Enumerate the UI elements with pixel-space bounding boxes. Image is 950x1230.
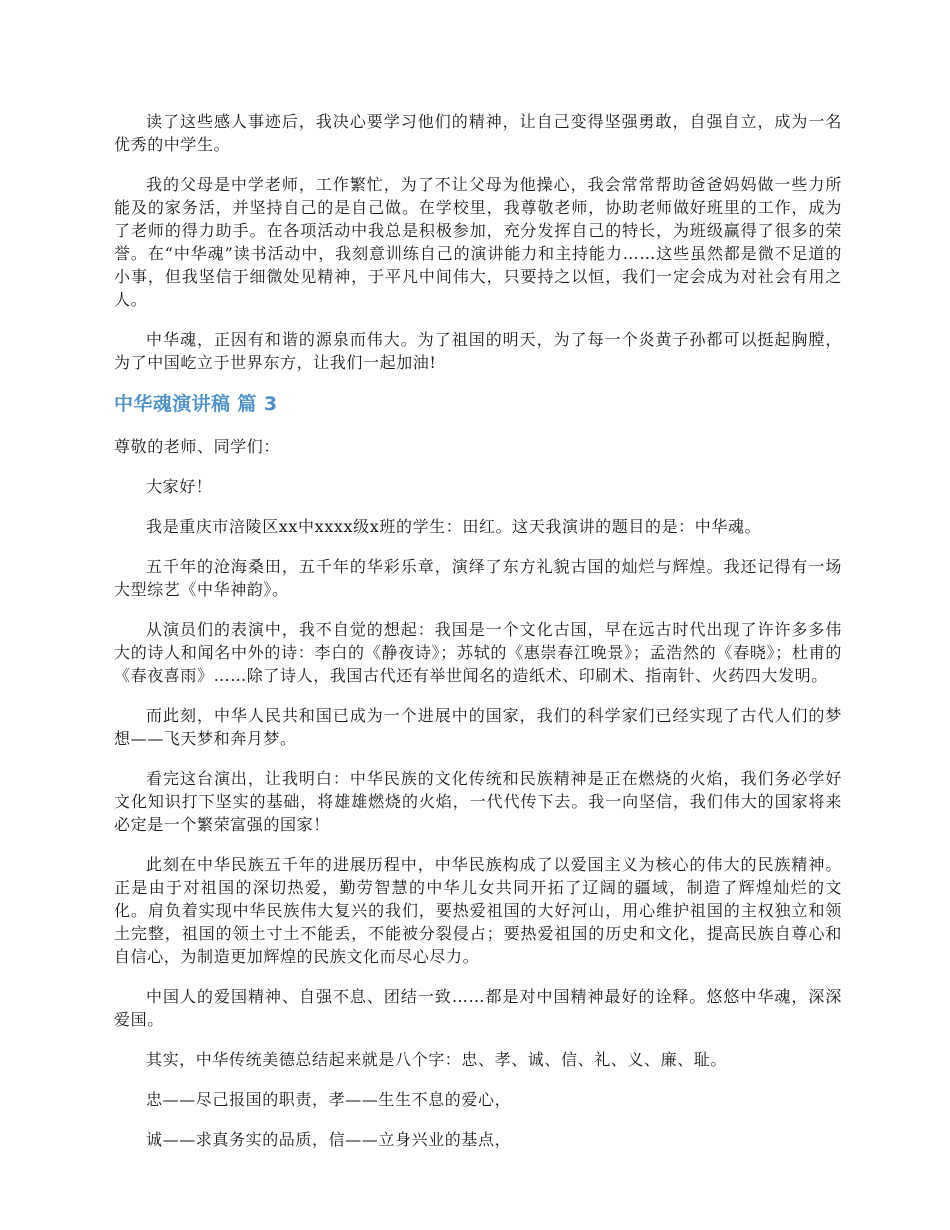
salutation: 尊敬的老师、同学们： bbox=[114, 437, 281, 456]
paragraph-history: 五千年的沧海桑田，五千年的华彩乐章，演绎了东方礼貌古国的灿烂与辉煌。我还记得有一场大型综艺《中华神韵》。 bbox=[114, 557, 842, 599]
paragraph-patriotism: 此刻在中华民族五千年的进展历程中，中华民族构成了以爱国主义为核心的伟大的民族精神。正是由于对祖国的深切热爱，勤劳智慧的中华儿女共同开拓了辽阔的疆域，制造了辉煌灿烂的文化。肩负着实现中华民族伟大复兴的我们，要热爱祖国的大好河山，用心维护祖国的主权独立和领土完整，祖国的领土寸土不能丢，不能被分裂侵占；要热爱祖国的历史和文化，提高民族自尊心和自信心，为制造更加辉煌的民族文化而尽心尽力。 bbox=[114, 855, 842, 966]
paragraph-resolve: 读了这些感人事迹后，我决心要学习他们的精神，让自己变得坚强勇敢，自强自立，成为一名优秀的中学生。 bbox=[114, 112, 842, 154]
paragraph-spirit: 中国人的爱国精神、自强不息、团结一致……都是对中国精神最好的诠释。悠悠中华魂，深深爱国。 bbox=[114, 987, 842, 1029]
paragraph-honesty: 诚——求真务实的品质，信——立身兴业的基点， bbox=[146, 1130, 512, 1149]
paragraph-loyalty: 忠——尽己报国的职责，孝——生生不息的爱心， bbox=[146, 1090, 512, 1109]
paragraph-poets: 从演员们的表演中，我不自觉的想起：我国是一个文化古国，早在远古时代出现了许许多多伟大的诗人和闻名中外的诗：李白的《静夜诗》；苏轼的《惠崇春江晚景》；孟浩然的《春晓》；杜甫的《春夜喜雨》……除了诗人，我国古代还有举世闻名的造纸术、印刷术、指南针、火药四大发明。 bbox=[114, 620, 842, 685]
paragraph-virtues: 其实，中华传统美德总结起来就是八个字：忠、孝、诚、信、礼、义、廉、耻。 bbox=[146, 1050, 728, 1069]
section-heading: 中华魂演讲稿 篇 3 bbox=[114, 393, 278, 415]
paragraph-greeting: 大家好！ bbox=[146, 477, 213, 496]
paragraph-flame: 看完这台演出，让我明白：中华民族的文化传统和民族精神是正在燃烧的火焰，我们务必学好文化知识打下坚实的基础，将雄雄燃烧的火焰，一代代传下去。我一向坚信，我们伟大的国家将来必定是一个繁荣富强的国家！ bbox=[114, 769, 842, 834]
paragraph-science: 而此刻，中华人民共和国已成为一个进展中的国家，我们的科学家们已经实现了古代人们的梦想——飞天梦和奔月梦。 bbox=[114, 706, 842, 748]
paragraph-china-soul: 中华魂，正因有和谐的源泉而伟大。为了祖国的明天，为了每一个炎黄子孙都可以挺起胸膛，为了中国屹立于世界东方，让我们一起加油! bbox=[114, 330, 842, 372]
paragraph-parents: 我的父母是中学老师，工作繁忙，为了不让父母为他操心，我会常常帮助爸爸妈妈做一些力所能及的家务活，并坚持自己的是自己做。在学校里，我尊敬老师，协助老师做好班里的工作，成为了老师的得力助手。在各项活动中我总是积极参加，充分发挥自己的特长，为班级赢得了很多的荣誉。在“中华魂”读书活动中，我刻意训练自己的演讲能力和主持能力……这些虽然都是微不足道的小事，但我坚信于细微处见精神，于平凡中间伟大，只要持之以恒，我们一定会成为对社会有用之人。 bbox=[114, 175, 842, 309]
paragraph-intro: 我是重庆市涪陵区xx中xxxx级x班的学生：田红。这天我演讲的题目的是：中华魂。 bbox=[146, 517, 762, 536]
